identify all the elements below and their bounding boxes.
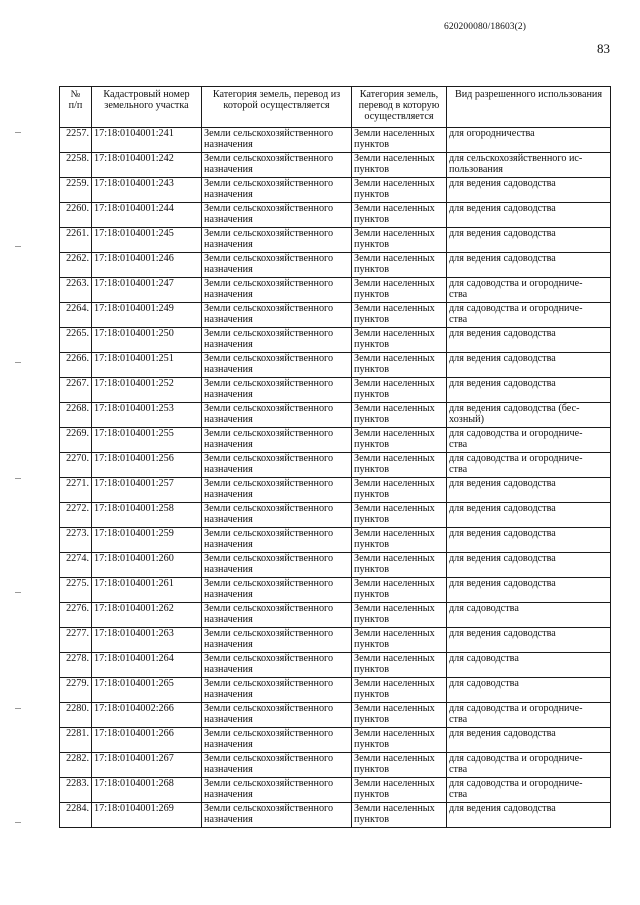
category-from: Земли сельскохозяйственного назначения bbox=[202, 603, 352, 628]
category-from: Земли сельскохозяйственного назначения bbox=[202, 528, 352, 553]
category-from: Земли сельскохозяйственного назначения bbox=[202, 778, 352, 803]
permitted-use: для ведения садоводства bbox=[447, 803, 611, 828]
permitted-use: для садоводства и огородниче- ства bbox=[447, 778, 611, 803]
cadastral-number: 17:18:0104001:250 bbox=[92, 328, 202, 353]
permitted-use: для ведения садоводства bbox=[447, 253, 611, 278]
category-to: Земли населенных пунктов bbox=[352, 753, 447, 778]
permitted-use: для ведения садоводства bbox=[447, 203, 611, 228]
cadastral-number: 17:18:0104001:260 bbox=[92, 553, 202, 578]
permitted-use: для ведения садоводства bbox=[447, 178, 611, 203]
permitted-use: для ведения садоводства bbox=[447, 528, 611, 553]
permitted-use: для огородничества bbox=[447, 128, 611, 153]
permitted-use: для ведения садоводства bbox=[447, 503, 611, 528]
row-number: 2276. bbox=[60, 603, 92, 628]
row-number: 2257. bbox=[60, 128, 92, 153]
cadastral-number: 17:18:0104001:268 bbox=[92, 778, 202, 803]
category-from: Земли сельскохозяйственного назначения bbox=[202, 453, 352, 478]
header-number: № п/п bbox=[60, 87, 92, 128]
category-from: Земли сельскохозяйственного назначения bbox=[202, 228, 352, 253]
table-row bbox=[60, 553, 611, 578]
row-number: 2260. bbox=[60, 203, 92, 228]
permitted-use: для ведения садоводства bbox=[447, 228, 611, 253]
category-to: Земли населенных пунктов bbox=[352, 278, 447, 303]
cadastral-number: 17:18:0104001:259 bbox=[92, 528, 202, 553]
row-number: 2265. bbox=[60, 328, 92, 353]
category-to: Земли населенных пунктов bbox=[352, 403, 447, 428]
table-row bbox=[60, 678, 611, 703]
category-to: Земли населенных пунктов bbox=[352, 178, 447, 203]
header-permitted-use: Вид разрешенного использования bbox=[447, 87, 611, 128]
table-row bbox=[60, 153, 611, 178]
cadastral-number: 17:18:0104001:265 bbox=[92, 678, 202, 703]
row-number: 2270. bbox=[60, 453, 92, 478]
table-row bbox=[60, 178, 611, 203]
cadastral-number: 17:18:0104001:266 bbox=[92, 728, 202, 753]
cadastral-number: 17:18:0104001:263 bbox=[92, 628, 202, 653]
table-row bbox=[60, 228, 611, 253]
category-from: Земли сельскохозяйственного назначения bbox=[202, 628, 352, 653]
category-from: Земли сельскохозяйственного назначения bbox=[202, 403, 352, 428]
cadastral-number: 17:18:0104001:258 bbox=[92, 503, 202, 528]
table-row bbox=[60, 253, 611, 278]
category-from: Земли сельскохозяйственного назначения bbox=[202, 803, 352, 828]
cadastral-number: 17:18:0104001:253 bbox=[92, 403, 202, 428]
table-row bbox=[60, 203, 611, 228]
category-to: Земли населенных пунктов bbox=[352, 328, 447, 353]
permitted-use: для ведения садоводства (бес- хозный) bbox=[447, 403, 611, 428]
table-row bbox=[60, 578, 611, 603]
category-from: Земли сельскохозяйственного назначения bbox=[202, 678, 352, 703]
category-from: Земли сельскохозяйственного назначения bbox=[202, 378, 352, 403]
permitted-use: для ведения садоводства bbox=[447, 478, 611, 503]
table-row bbox=[60, 503, 611, 528]
row-number: 2279. bbox=[60, 678, 92, 703]
permitted-use: для ведения садоводства bbox=[447, 578, 611, 603]
cadastral-number: 17:18:0104001:241 bbox=[92, 128, 202, 153]
category-to: Земли населенных пунктов bbox=[352, 453, 447, 478]
table-row bbox=[60, 728, 611, 753]
row-number: 2259. bbox=[60, 178, 92, 203]
category-from: Земли сельскохозяйственного назначения bbox=[202, 153, 352, 178]
row-number: 2275. bbox=[60, 578, 92, 603]
permitted-use: для садоводства и огородниче- ства bbox=[447, 703, 611, 728]
cadastral-number: 17:18:0104001:267 bbox=[92, 753, 202, 778]
table-row bbox=[60, 653, 611, 678]
table-row bbox=[60, 753, 611, 778]
permitted-use: для ведения садоводства bbox=[447, 628, 611, 653]
document-code: 620200080/18603(2) bbox=[444, 22, 527, 32]
table-row bbox=[60, 328, 611, 353]
scan-margin-mark bbox=[15, 362, 21, 363]
row-number: 2271. bbox=[60, 478, 92, 503]
cadastral-number: 17:18:0104001:261 bbox=[92, 578, 202, 603]
row-number: 2258. bbox=[60, 153, 92, 178]
category-to: Земли населенных пунктов bbox=[352, 353, 447, 378]
cadastral-number: 17:18:0104001:256 bbox=[92, 453, 202, 478]
scan-margin-mark bbox=[15, 132, 21, 133]
cadastral-number: 17:18:0104001:246 bbox=[92, 253, 202, 278]
category-from: Земли сельскохозяйственного назначения bbox=[202, 503, 352, 528]
category-to: Земли населенных пунктов bbox=[352, 428, 447, 453]
category-from: Земли сельскохозяйственного назначения bbox=[202, 428, 352, 453]
category-to: Земли населенных пунктов bbox=[352, 603, 447, 628]
table-header-row bbox=[60, 87, 611, 128]
category-from: Земли сельскохозяйственного назначения bbox=[202, 203, 352, 228]
category-to: Земли населенных пунктов bbox=[352, 678, 447, 703]
cadastral-number: 17:18:0104001:244 bbox=[92, 203, 202, 228]
row-number: 2264. bbox=[60, 303, 92, 328]
table-row bbox=[60, 478, 611, 503]
row-number: 2267. bbox=[60, 378, 92, 403]
row-number: 2273. bbox=[60, 528, 92, 553]
category-to: Земли населенных пунктов bbox=[352, 253, 447, 278]
cadastral-number: 17:18:0104001:249 bbox=[92, 303, 202, 328]
category-from: Земли сельскохозяйственного назначения bbox=[202, 553, 352, 578]
category-to: Земли населенных пунктов bbox=[352, 553, 447, 578]
table-row bbox=[60, 378, 611, 403]
cadastral-number: 17:18:0104001:251 bbox=[92, 353, 202, 378]
cadastral-number: 17:18:0104001:247 bbox=[92, 278, 202, 303]
category-to: Земли населенных пунктов bbox=[352, 803, 447, 828]
category-from: Земли сельскохозяйственного назначения bbox=[202, 353, 352, 378]
category-from: Земли сельскохозяйственного назначения bbox=[202, 178, 352, 203]
cadastral-number: 17:18:0104001:262 bbox=[92, 603, 202, 628]
category-from: Земли сельскохозяйственного назначения bbox=[202, 303, 352, 328]
header-category-to: Категория земель, перевод в которую осуществляется bbox=[352, 87, 447, 128]
scan-margin-mark bbox=[15, 246, 21, 247]
category-to: Земли населенных пунктов bbox=[352, 378, 447, 403]
row-number: 2284. bbox=[60, 803, 92, 828]
table-row bbox=[60, 803, 611, 828]
category-from: Земли сельскохозяйственного назначения bbox=[202, 278, 352, 303]
category-to: Земли населенных пунктов bbox=[352, 653, 447, 678]
permitted-use: для ведения садоводства bbox=[447, 328, 611, 353]
category-from: Земли сельскохозяйственного назначения bbox=[202, 753, 352, 778]
row-number: 2281. bbox=[60, 728, 92, 753]
category-from: Земли сельскохозяйственного назначения bbox=[202, 328, 352, 353]
table-row bbox=[60, 603, 611, 628]
row-number: 2261. bbox=[60, 228, 92, 253]
category-from: Земли сельскохозяйственного назначения bbox=[202, 253, 352, 278]
category-to: Земли населенных пунктов bbox=[352, 778, 447, 803]
row-number: 2274. bbox=[60, 553, 92, 578]
permitted-use: для садоводства и огородниче- ства bbox=[447, 428, 611, 453]
permitted-use: для ведения садоводства bbox=[447, 553, 611, 578]
permitted-use: для садоводства bbox=[447, 678, 611, 703]
category-to: Земли населенных пунктов bbox=[352, 203, 447, 228]
cadastral-number: 17:18:0104001:245 bbox=[92, 228, 202, 253]
permitted-use: для садоводства bbox=[447, 603, 611, 628]
category-from: Земли сельскохозяйственного назначения bbox=[202, 578, 352, 603]
category-from: Земли сельскохозяйственного назначения bbox=[202, 128, 352, 153]
cadastral-number: 17:18:0104001:269 bbox=[92, 803, 202, 828]
table-row bbox=[60, 403, 611, 428]
table-row bbox=[60, 128, 611, 153]
cadastral-number: 17:18:0104001:243 bbox=[92, 178, 202, 203]
cadastral-number: 17:18:0104001:257 bbox=[92, 478, 202, 503]
table-row bbox=[60, 353, 611, 378]
table-row bbox=[60, 628, 611, 653]
table-row bbox=[60, 428, 611, 453]
category-to: Земли населенных пунктов bbox=[352, 503, 447, 528]
permitted-use: для ведения садоводства bbox=[447, 728, 611, 753]
permitted-use: для ведения садоводства bbox=[447, 353, 611, 378]
scan-margin-mark bbox=[15, 822, 21, 823]
permitted-use: для ведения садоводства bbox=[447, 378, 611, 403]
category-to: Земли населенных пунктов bbox=[352, 628, 447, 653]
cadastral-number: 17:18:0104001:255 bbox=[92, 428, 202, 453]
category-to: Земли населенных пунктов bbox=[352, 128, 447, 153]
scan-margin-mark bbox=[15, 478, 21, 479]
row-number: 2266. bbox=[60, 353, 92, 378]
table-row bbox=[60, 703, 611, 728]
row-number: 2272. bbox=[60, 503, 92, 528]
scan-margin-mark bbox=[15, 708, 21, 709]
permitted-use: для садоводства bbox=[447, 653, 611, 678]
permitted-use: для садоводства и огородниче- ства bbox=[447, 278, 611, 303]
category-from: Земли сельскохозяйственного назначения bbox=[202, 728, 352, 753]
permitted-use: для садоводства и огородниче- ства bbox=[447, 753, 611, 778]
permitted-use: для сельскохозяйственного ис- пользования bbox=[447, 153, 611, 178]
category-to: Земли населенных пунктов bbox=[352, 303, 447, 328]
cadastral-number: 17:18:0104001:252 bbox=[92, 378, 202, 403]
land-register-table bbox=[59, 86, 611, 828]
category-to: Земли населенных пунктов bbox=[352, 528, 447, 553]
row-number: 2283. bbox=[60, 778, 92, 803]
category-from: Земли сельскохозяйственного назначения bbox=[202, 478, 352, 503]
category-to: Земли населенных пунктов bbox=[352, 728, 447, 753]
row-number: 2282. bbox=[60, 753, 92, 778]
permitted-use: для садоводства и огородниче- ства bbox=[447, 303, 611, 328]
category-from: Земли сельскохозяйственного назначения bbox=[202, 653, 352, 678]
cadastral-number: 17:18:0104001:242 bbox=[92, 153, 202, 178]
row-number: 2263. bbox=[60, 278, 92, 303]
permitted-use: для садоводства и огородниче- ства bbox=[447, 453, 611, 478]
cadastral-number: 17:18:0104002:266 bbox=[92, 703, 202, 728]
cadastral-number: 17:18:0104001:264 bbox=[92, 653, 202, 678]
table-row bbox=[60, 778, 611, 803]
row-number: 2262. bbox=[60, 253, 92, 278]
row-number: 2268. bbox=[60, 403, 92, 428]
table-row bbox=[60, 278, 611, 303]
table-row bbox=[60, 528, 611, 553]
category-to: Земли населенных пунктов bbox=[352, 228, 447, 253]
header-cadastral-number: Кадастровый номер земельного участка bbox=[92, 87, 202, 128]
category-to: Земли населенных пунктов bbox=[352, 478, 447, 503]
row-number: 2277. bbox=[60, 628, 92, 653]
category-to: Земли населенных пунктов bbox=[352, 578, 447, 603]
row-number: 2269. bbox=[60, 428, 92, 453]
row-number: 2278. bbox=[60, 653, 92, 678]
scan-margin-mark bbox=[15, 592, 21, 593]
category-to: Земли населенных пунктов bbox=[352, 703, 447, 728]
category-from: Земли сельскохозяйственного назначения bbox=[202, 703, 352, 728]
table-row bbox=[60, 303, 611, 328]
category-to: Земли населенных пунктов bbox=[352, 153, 447, 178]
row-number: 2280. bbox=[60, 703, 92, 728]
table-row bbox=[60, 453, 611, 478]
page-number: 83 bbox=[597, 41, 610, 56]
header-category-from: Категория земель, перевод из которой осуществляется bbox=[202, 87, 352, 128]
